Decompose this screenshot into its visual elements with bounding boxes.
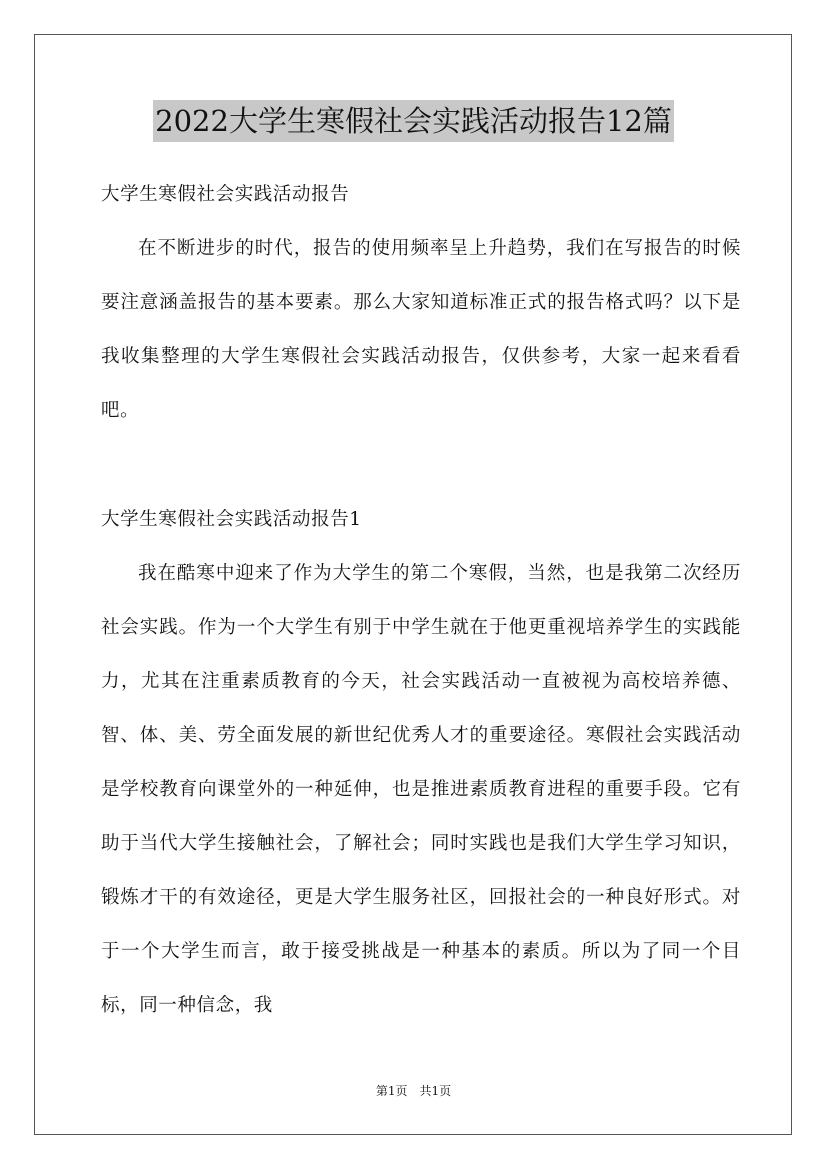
title-container — [0, 100, 827, 142]
section-gap — [101, 438, 741, 493]
intro-heading: 大学生寒假社会实践活动报告 — [101, 184, 350, 205]
section-paragraph: 我在酷寒中迎来了作为大学生的第二个寒假，当然，也是我第二次经历社会实践。作为一个大学生有别于中学生就在于他更重视培养学生的实践能力，尤其在注重素质教育的今天，社会实践活动一直被视为高校培养德、智、体、美、劳全面发展的新世纪优秀人才的重要途径。寒假社会实践活动是学校教育向课堂外的一种延伸，也是推进素质教育进程的重要手段。它有助于当代大学生接触社会，了解社会；同时实践也是我们大学生学习知识，锻炼才干的有效途径，更是大学生服务社区，回报社会的一种良好形式。对于一个大学生而言，敢于接受挑战是一种基本的素质。所以为了同一个目标，同一种信念，我 — [101, 563, 741, 1016]
section-heading: 大学生寒假社会实践活动报告1 — [101, 509, 362, 530]
page-footer — [0, 1083, 827, 1099]
intro-paragraph: 在不断进步的时代，报告的使用频率呈上升趋势，我们在写报告的时候要注意涵盖报告的基本要素。那么大家知道标准正式的报告格式吗？以下是我收集整理的大学生寒假社会实践活动报告，仅供参考，大家一起来看看吧。 — [101, 238, 741, 421]
page-total: 共1页 — [419, 1084, 452, 1098]
document-title: 2022大学生寒假社会实践活动报告12篇 — [153, 100, 674, 142]
document-body — [101, 168, 741, 1033]
page-number: 第1页 — [375, 1084, 408, 1098]
